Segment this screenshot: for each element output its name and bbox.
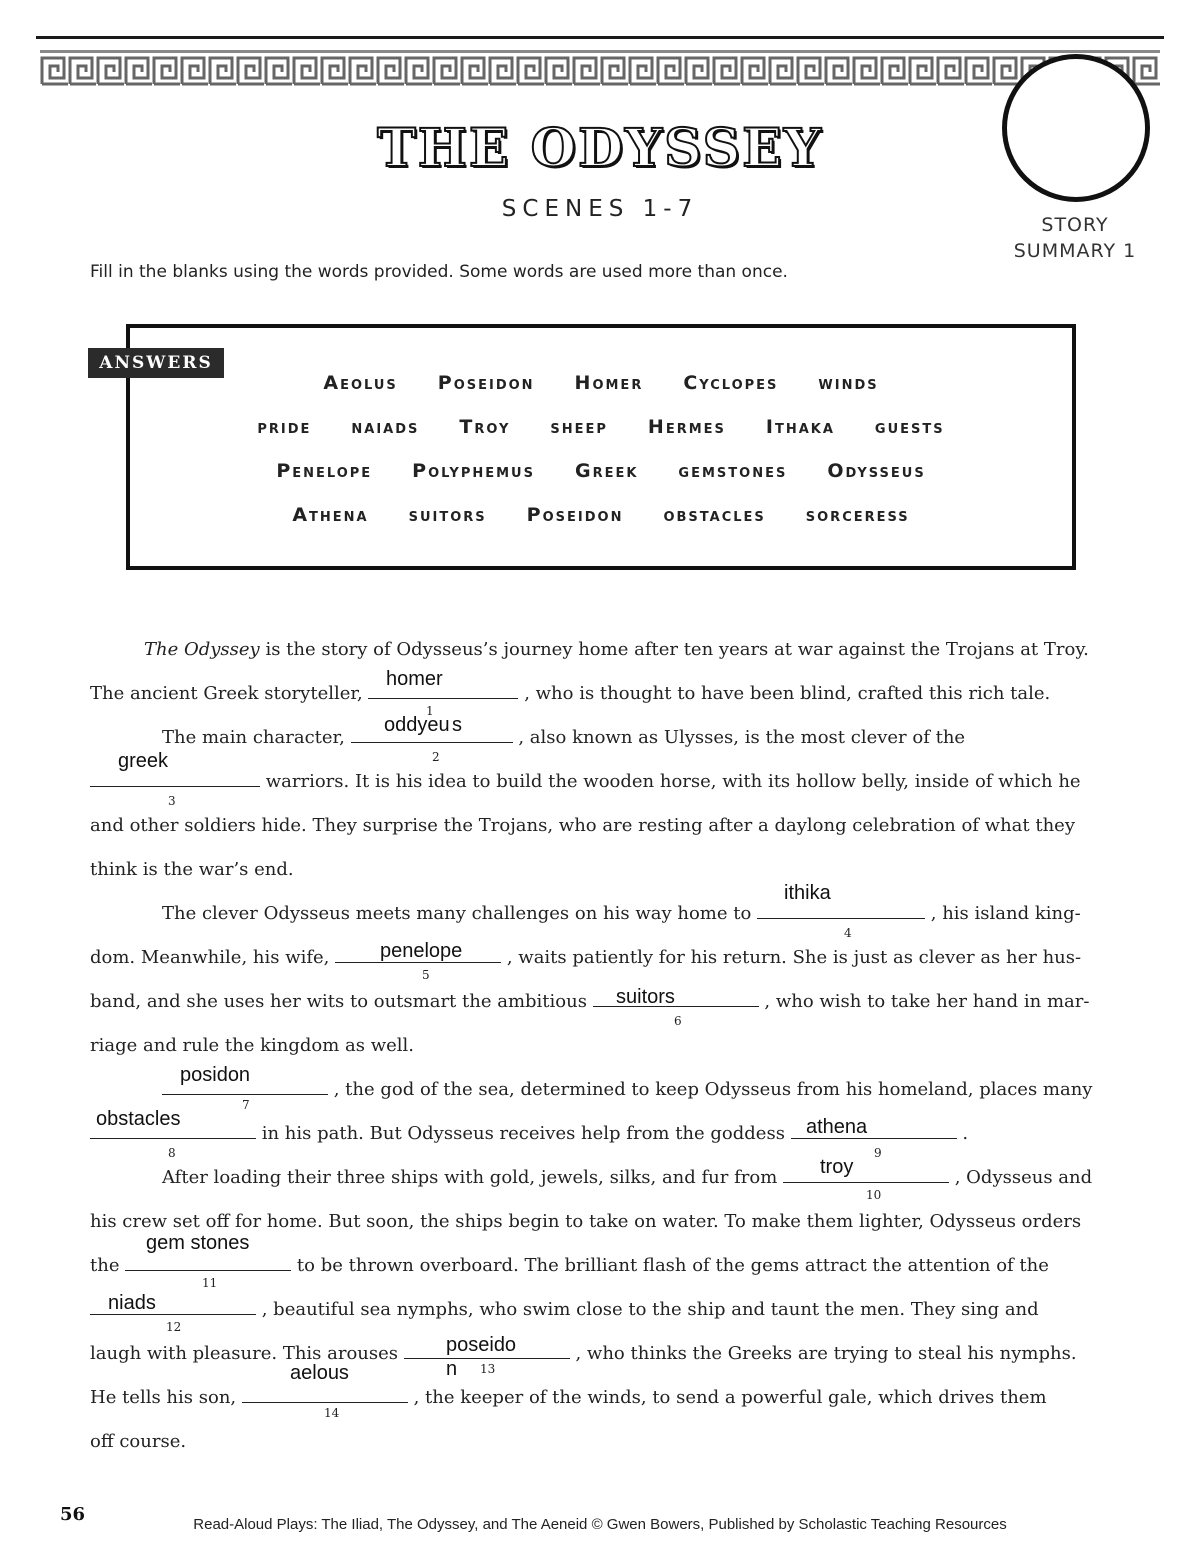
answer-word: Homer xyxy=(574,372,644,394)
blank-number: 11 xyxy=(202,1276,218,1290)
story-line xyxy=(90,1332,1120,1376)
handwritten-answer-4: ithika xyxy=(784,882,831,904)
blank-number: 9 xyxy=(874,1146,882,1160)
story-line xyxy=(90,1112,1120,1156)
story-text: dom. Meanwhile, his wife, xyxy=(90,947,336,968)
blank-number: 2 xyxy=(432,750,440,764)
page-number: 56 xyxy=(60,1504,86,1525)
story-line: his crew set off for home. But soon, the ships begin to take on water. To make them lighter, Odysseus orders xyxy=(90,1211,1082,1232)
greek-key-border xyxy=(40,48,1160,92)
story-line xyxy=(90,1288,1120,1332)
answer-word: Ithaka xyxy=(765,416,835,438)
handwritten-answer-6: suitors xyxy=(616,986,675,1008)
story-text: , who is thought to have been blind, crafted this rich tale. xyxy=(518,683,1051,704)
handwritten-answer-12: niads xyxy=(108,1292,156,1314)
answer-box xyxy=(126,324,1076,570)
answer-word: Athena xyxy=(292,504,369,526)
answer-word: Hermes xyxy=(647,416,726,438)
answer-word: pride xyxy=(257,416,312,438)
story-line: off course. xyxy=(90,1431,187,1452)
story-text: The main character, xyxy=(162,727,351,748)
answers-tab: ANSWERS xyxy=(88,348,224,378)
blank-10[interactable] xyxy=(783,1158,949,1183)
handwritten-answer-11: gem stones xyxy=(146,1232,250,1254)
story-text: After loading their three ships with gold, jewels, silks, and fur from xyxy=(162,1167,783,1188)
story-line xyxy=(90,760,1120,804)
story-line xyxy=(162,716,1192,760)
blank-number: 8 xyxy=(168,1146,176,1160)
story-line: riage and rule the kingdom as well. xyxy=(90,1035,414,1056)
answer-word: Odysseus xyxy=(827,460,926,482)
instructions: Fill in the blanks using the words provided. Some words are used more than once. xyxy=(90,262,788,282)
story-text: , who thinks the Greeks are trying to steal his nymphs. xyxy=(569,1343,1077,1364)
answer-word: Penelope xyxy=(276,460,373,482)
handwritten-answer-1: homer xyxy=(386,668,443,690)
answer-word: Troy xyxy=(459,416,511,438)
answer-word: guests xyxy=(874,416,945,438)
answer-row-4 xyxy=(126,504,1076,526)
blank-number: 7 xyxy=(242,1098,250,1112)
answer-row-1 xyxy=(126,372,1076,394)
story-line xyxy=(144,628,1174,672)
answer-word: Poseidon xyxy=(526,504,624,526)
handwritten-answer-13-end: n xyxy=(446,1358,458,1380)
corner-label-line1: STORY xyxy=(1041,214,1109,236)
handwritten-answer-3: greek xyxy=(118,750,169,772)
corner-label-line2: SUMMARY 1 xyxy=(1013,240,1137,262)
story-text: , the keeper of the winds, to send a powerful gale, which drives them xyxy=(407,1387,1047,1408)
blank-3[interactable] xyxy=(90,762,260,787)
answer-word: sorceress xyxy=(805,504,910,526)
story-line xyxy=(162,892,1192,936)
story-text: , his island king- xyxy=(925,903,1081,924)
top-rule xyxy=(36,36,1164,39)
story-line xyxy=(90,1376,1120,1420)
story-text: He tells his son, xyxy=(90,1387,242,1408)
story-text: , Odysseus and xyxy=(949,1167,1093,1188)
story-line xyxy=(90,936,1120,980)
page-subtitle: SCENES 1-7 xyxy=(501,196,699,222)
story-text: The ancient Greek storyteller, xyxy=(90,683,369,704)
handwritten-answer-13: poseido xyxy=(446,1334,517,1356)
story-text: warriors. It is his idea to build the wooden horse, with its hollow belly, inside of which he xyxy=(260,771,1081,792)
story-title-italic: The Odyssey xyxy=(144,639,260,660)
answer-word: Poseidon xyxy=(437,372,535,394)
handwritten-answer-7: posidon xyxy=(180,1064,251,1086)
story-line: think is the war’s end. xyxy=(90,859,294,880)
blank-number: 14 xyxy=(324,1406,340,1420)
answer-word: Aeolus xyxy=(323,372,398,394)
answer-word: gemstones xyxy=(678,460,788,482)
handwritten-answer-2: oddyeu xyxy=(384,714,450,736)
story-line xyxy=(90,672,1120,716)
story-text: in his path. But Odysseus receives help from the goddess xyxy=(256,1123,791,1144)
blank-number: 13 xyxy=(480,1362,496,1376)
story-line: and other soldiers hide. They surprise the Trojans, who are resting after a daylong celebration of what they xyxy=(90,815,1076,836)
answer-word: sheep xyxy=(550,416,608,438)
blank-number: 5 xyxy=(422,968,430,982)
blank-number: 10 xyxy=(866,1188,882,1202)
blank-number: 12 xyxy=(166,1320,182,1334)
story-text: , who wish to take her hand in mar- xyxy=(758,991,1090,1012)
answer-word: winds xyxy=(818,372,879,394)
story-text: . xyxy=(956,1123,969,1144)
handwritten-answer-9: athena xyxy=(806,1116,868,1138)
story-line xyxy=(90,980,1120,1024)
page-title: THE ODYSSEY xyxy=(377,118,823,179)
handwritten-answer-5: penelope xyxy=(380,940,463,962)
answer-word: Greek xyxy=(574,460,639,482)
blank-number: 6 xyxy=(674,1014,682,1028)
answer-word: obstacles xyxy=(663,504,766,526)
handwritten-answer-14: aelous xyxy=(290,1362,349,1384)
answer-word: Cyclopes xyxy=(683,372,779,394)
answer-row-2 xyxy=(126,416,1076,438)
answer-word: Polyphemus xyxy=(412,460,535,482)
story-text: , also known as Ulysses, is the most clever of the xyxy=(512,727,966,748)
handwritten-answer-2-end: s xyxy=(452,714,462,736)
footer-credit: Read-Aloud Plays: The Iliad, The Odyssey, and The Aeneid © Gwen Bowers, Published by Scholastic Teaching Resources xyxy=(193,1516,1007,1533)
story-line xyxy=(162,1068,1192,1112)
blank-number: 1 xyxy=(426,704,434,718)
handwritten-answer-8: obstacles xyxy=(96,1108,181,1130)
story-text: , beautiful sea nymphs, who swim close to the ship and taunt the men. They sing and xyxy=(256,1299,1039,1320)
handwritten-answer-10: troy xyxy=(820,1156,854,1178)
story-text: , waits patiently for his return. She is just as clever as her hus- xyxy=(501,947,1082,968)
blank-number: 4 xyxy=(844,926,852,940)
story-line xyxy=(162,1156,1192,1200)
story-text: band, and she uses her wits to outsmart the ambitious xyxy=(90,991,593,1012)
blank-number: 3 xyxy=(168,794,176,808)
blank-4[interactable] xyxy=(757,894,925,919)
story-text: to be thrown overboard. The brilliant flash of the gems attract the attention of the xyxy=(291,1255,1049,1276)
answer-word: suitors xyxy=(408,504,487,526)
answer-row-3 xyxy=(126,460,1076,482)
story-text: the xyxy=(90,1255,126,1276)
story-text: is the story of Odysseus’s journey home after ten years at war against the Trojans at Troy. xyxy=(259,639,1089,660)
answer-word: naiads xyxy=(351,416,420,438)
story-text: The clever Odysseus meets many challenges on his way home to xyxy=(162,903,758,924)
story-text: , the god of the sea, determined to keep Odysseus from his homeland, places many xyxy=(328,1079,1093,1100)
story-text: laugh with pleasure. This arouses xyxy=(90,1343,404,1364)
